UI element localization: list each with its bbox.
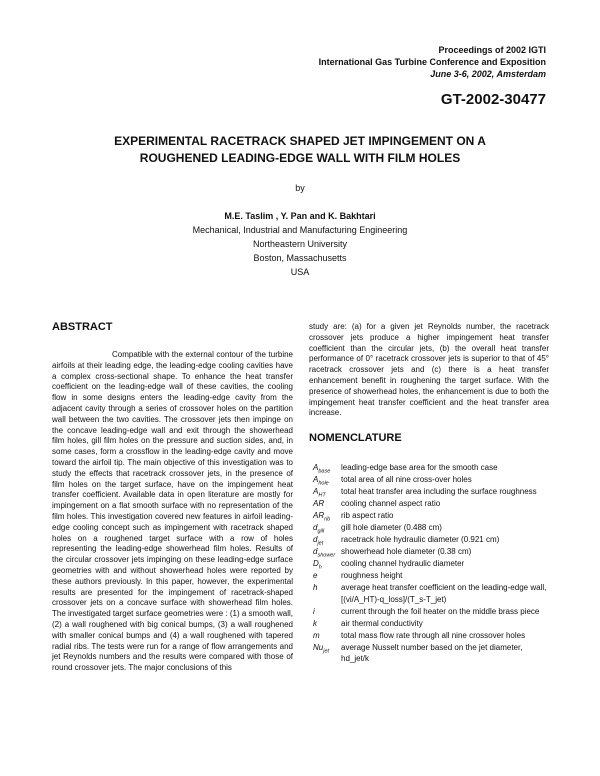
nomenclature-definition: roughness height — [341, 571, 403, 580]
abstract-heading: ABSTRACT — [52, 321, 113, 333]
nomenclature-item — [309, 486, 549, 498]
nomenclature-symbol: k — [313, 618, 317, 628]
nomenclature-item — [309, 510, 549, 522]
nomenclature-symbol: $d_{gill}$ — [313, 523, 325, 535]
nomenclature-definition: cooling channel hydraulic diameter — [341, 559, 465, 568]
nomenclature-list — [309, 462, 549, 665]
date-location-line: June 3-6, 2002, Amsterdam — [430, 69, 546, 79]
nomenclature-symbol: $D_h$ — [313, 559, 322, 571]
nomenclature-definition: gill hole diameter (0.488 cm) — [341, 523, 442, 532]
proceedings-header — [319, 44, 546, 80]
nomenclature-symbol: e — [313, 571, 318, 580]
affiliation-city: Boston, Massachusetts — [253, 253, 347, 263]
abstract-continuation: study are: (a) for a given jet Reynolds number, the racetrack crossover jets produce a higher impingement heat transfer coefficient than the circular jets, (b) the overall heat transfer performance of 0° racetrack crossover jets is superior to that of 45° racetrack crossover jets and (c) there is a heat transfer enhancement benefit in roughening the target surface. With the presence of showerhead holes, the enhancement is due to both the impingement heat transfer coefficient and the heat transfer area increase. — [309, 322, 549, 418]
nomenclature-symbol: $A_{hole}$ — [313, 475, 329, 487]
nomenclature-symbol: m — [313, 630, 320, 640]
nomenclature-definition: total area of all nine cross-over holes — [341, 475, 472, 484]
proceedings-line: Proceedings of 2002 IGTI — [438, 45, 546, 55]
nomenclature-definition: showerhead hole diameter (0.38 cm) — [341, 547, 472, 556]
nomenclature-item — [309, 522, 549, 534]
affiliation-country: USA — [290, 267, 310, 277]
nomenclature-symbol: h — [313, 583, 318, 592]
abstract-text: Compatible with the external contour of the turbine airfoils at their leading edge, the leading-edge cooling cavities have a complex cross-sectional shape. To enhance the heat transfer coefficient on the leading-edge wall of these cavities, the cooling flow in some designs enters the leading-edge cavity from the adjacent cavity through a series of crossover holes on the partition wall between the two cavities. The crossover jets then impinge on the concave leading-edge wall and exit through the showerhead film holes, gill film holes on the pressure and suction sides, and, in some cases, form a crossflow in the leading-edge cavity and move toward the airfoil tip. The main objective of this investigation was to study the effects that racetrack crossover jets, in the presence of film holes on the target surface, have on the impingement heat transfer coefficient. Available data in open literature are mostly for impingement on a flat smooth surface with no representation of the film holes. This investigation covered new features in airfoil leading-edge cooling concept such as impingement with racetrack shaped holes on a roughened target surface with a row of holes representing the leading-edge showerhead film holes. Results of the circular crossover jets impinging on these leading-edge surface geometries with and without showerhead holes were reported by these authors previously. In this paper, however, the experimental results are presented for the impingement of racetrack-shaped crossover jets on a concave surface with showerhead film holes. The investigated target surface geometries were : (1) a smooth wall, (2) a wall roughened with big conical bumps, (3) a wall roughened with smaller conical bumps and (4) a wall roughened with tapered radial ribs. The tests were run for a range of flow arrangements and jet Reynolds numbers and the results were compared with those of round crossover jets. The major conclusions of this — [52, 350, 293, 673]
paper-id: GT-2002-30477 — [440, 91, 546, 108]
nomenclature-item — [309, 630, 549, 642]
nomenclature-symbol: AR — [313, 499, 325, 508]
nomenclature-definition: current through the foil heater on the middle brass piece — [341, 606, 540, 616]
nomenclature-item — [309, 606, 549, 618]
by-label: by — [295, 183, 305, 193]
affiliation — [60, 223, 540, 279]
nomenclature-symbol: $AR_{rib}$ — [313, 511, 331, 523]
nomenclature-definition: average heat transfer coefficient on the leading-edge wall, [(vi/A_HT)-q_loss]/(T_s-T_jet) — [341, 583, 547, 604]
nomenclature-item — [309, 462, 549, 474]
nomenclature-item — [309, 558, 549, 570]
affiliation-dept: Mechanical, Industrial and Manufacturing Engineering — [192, 225, 408, 235]
nomenclature-item — [309, 618, 549, 630]
nomenclature-item — [309, 474, 549, 486]
title-line-2: ROUGHENED LEADING-EDGE WALL WITH FILM HOLES — [139, 151, 461, 165]
nomenclature-item — [309, 498, 549, 510]
paper-title — [60, 133, 540, 167]
nomenclature-definition: leading-edge base area for the smooth case — [341, 463, 498, 472]
nomenclature-item — [309, 642, 549, 666]
nomenclature-definition: rib aspect ratio — [341, 511, 394, 520]
nomenclature-item — [309, 546, 549, 558]
nomenclature-symbol: $A_{HT}$ — [313, 487, 326, 499]
nomenclature-symbol: $d_{jet}$ — [313, 535, 324, 547]
nomenclature-item — [309, 582, 549, 606]
nomenclature-definition: air thermal conductivity — [341, 618, 423, 628]
nomenclature-symbol: $d_{shower}$ — [313, 547, 336, 559]
authors: M.E. Taslim , Y. Pan and K. Bakhtari — [224, 211, 376, 221]
nomenclature-symbol: $Nu_{jet}$ — [313, 642, 330, 655]
nomenclature-definition: average Nusselt number based on the jet diameter, hd_jet/k — [341, 642, 523, 664]
nomenclature-definition: cooling channel aspect ratio — [341, 499, 441, 508]
affiliation-univ: Northeastern University — [252, 239, 348, 249]
nomenclature-item — [309, 570, 549, 582]
conference-line: International Gas Turbine Conference and Exposition — [318, 57, 546, 67]
nomenclature-symbol: i — [313, 606, 315, 616]
nomenclature-definition: total mass flow rate through all nine crossover holes — [341, 630, 526, 640]
nomenclature-heading: NOMENCLATURE — [309, 432, 402, 444]
nomenclature-symbol: $A_{base}$ — [313, 463, 331, 475]
title-line-1: EXPERIMENTAL RACETRACK SHAPED JET IMPINGEMENT ON A — [114, 134, 486, 148]
nomenclature-definition: total heat transfer area including the surface roughness — [341, 487, 537, 496]
nomenclature-item — [309, 534, 549, 546]
nomenclature-definition: racetrack hole hydraulic diameter (0.921 cm) — [341, 535, 500, 544]
